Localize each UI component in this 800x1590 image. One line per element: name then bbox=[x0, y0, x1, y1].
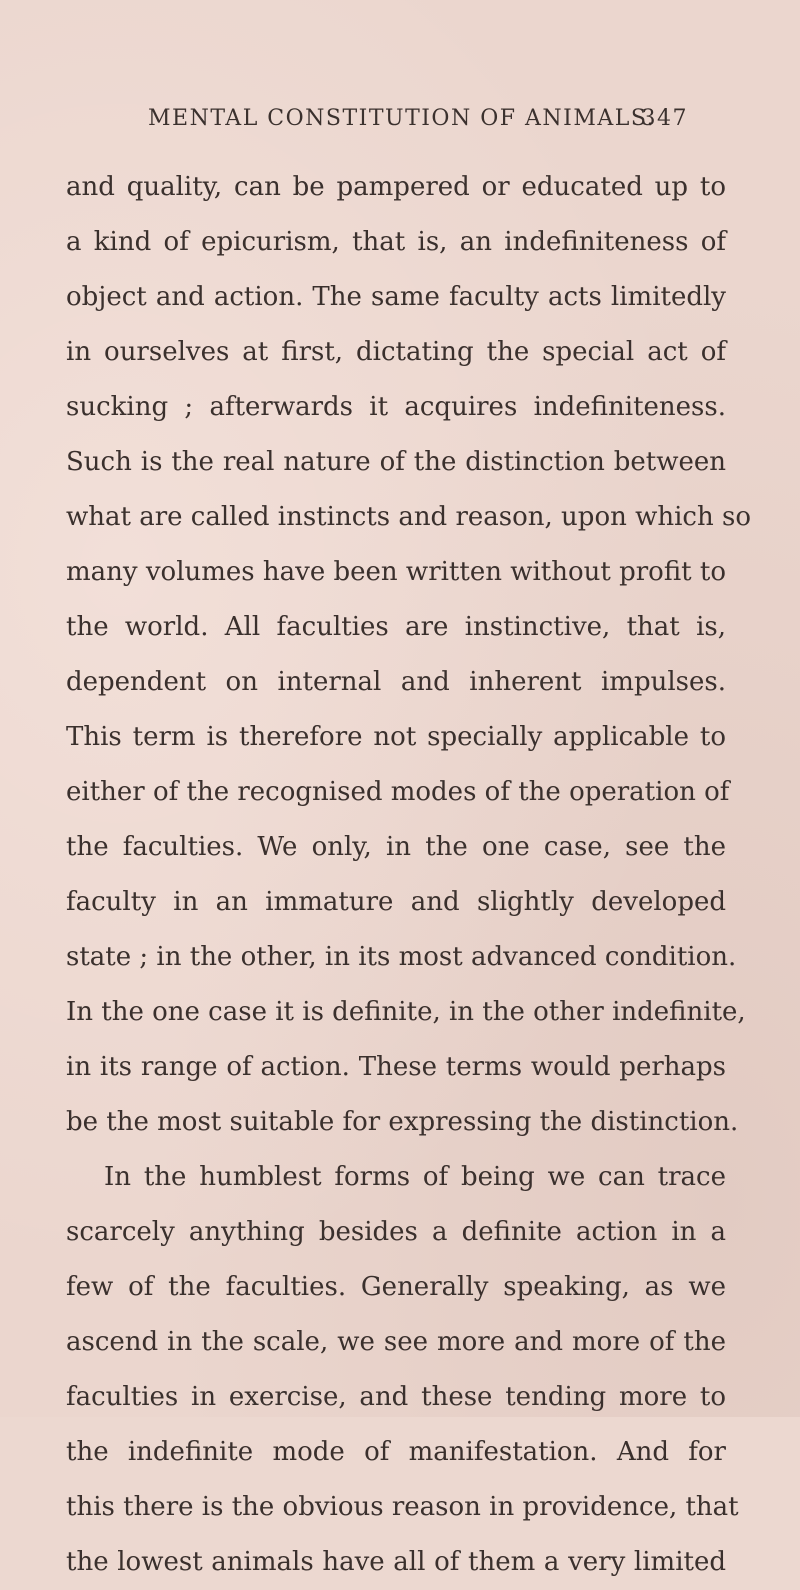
text-line: few of the faculties. Generally speaking, as we bbox=[66, 1272, 726, 1302]
text-line: be the most suitable for expressing the distinction. bbox=[66, 1107, 739, 1137]
text-line: faculty in an immature and slightly developed bbox=[66, 887, 726, 917]
text-line: the world. All faculties are instinctive, that is, bbox=[66, 612, 726, 642]
text-line: what are called instincts and reason, upon which so bbox=[66, 502, 751, 532]
text-line: the lowest animals have all of them a very limited bbox=[66, 1547, 726, 1577]
text-line: object and action. The same faculty acts limitedly bbox=[66, 282, 726, 312]
text-line: In the one case it is definite, in the other indefinite, bbox=[66, 997, 746, 1027]
text-line: many volumes have been written without profit to bbox=[66, 557, 726, 587]
text-line: the indefinite mode of manifestation. And for bbox=[66, 1437, 726, 1467]
text-line: scarcely anything besides a definite action in a bbox=[66, 1217, 726, 1247]
text-line: In the humblest forms of being we can trace bbox=[104, 1162, 726, 1192]
body-text bbox=[66, 160, 751, 1590]
text-line: in ourselves at first, dictating the special act of bbox=[66, 337, 726, 367]
text-line: This term is therefore not specially applicable to bbox=[66, 722, 726, 752]
text-line: dependent on internal and inherent impulses. bbox=[66, 667, 726, 697]
text-line: and quality, can be pampered or educated up to bbox=[66, 172, 726, 202]
text-line: a kind of epicurism, that is, an indefiniteness of bbox=[66, 227, 726, 257]
text-line: in its range of action. These terms would perhaps bbox=[66, 1052, 726, 1082]
running-head bbox=[148, 106, 688, 142]
text-line: faculties in exercise, and these tending more to bbox=[66, 1382, 726, 1412]
running-title: MENTAL CONSTITUTION OF ANIMALS. bbox=[148, 106, 656, 131]
text-line: state ; in the other, in its most advanced condition. bbox=[66, 942, 737, 972]
text-line: ascend in the scale, we see more and more of the bbox=[66, 1327, 726, 1357]
text-line: the faculties. We only, in the one case, see the bbox=[66, 832, 726, 862]
page-number: 347 bbox=[641, 106, 688, 131]
text-line: Such is the real nature of the distinction between bbox=[66, 447, 726, 477]
text-line: sucking ; afterwards it acquires indefiniteness. bbox=[66, 392, 726, 422]
text-line: either of the recognised modes of the operation of bbox=[66, 777, 730, 807]
text-line: this there is the obvious reason in providence, that bbox=[66, 1492, 739, 1522]
